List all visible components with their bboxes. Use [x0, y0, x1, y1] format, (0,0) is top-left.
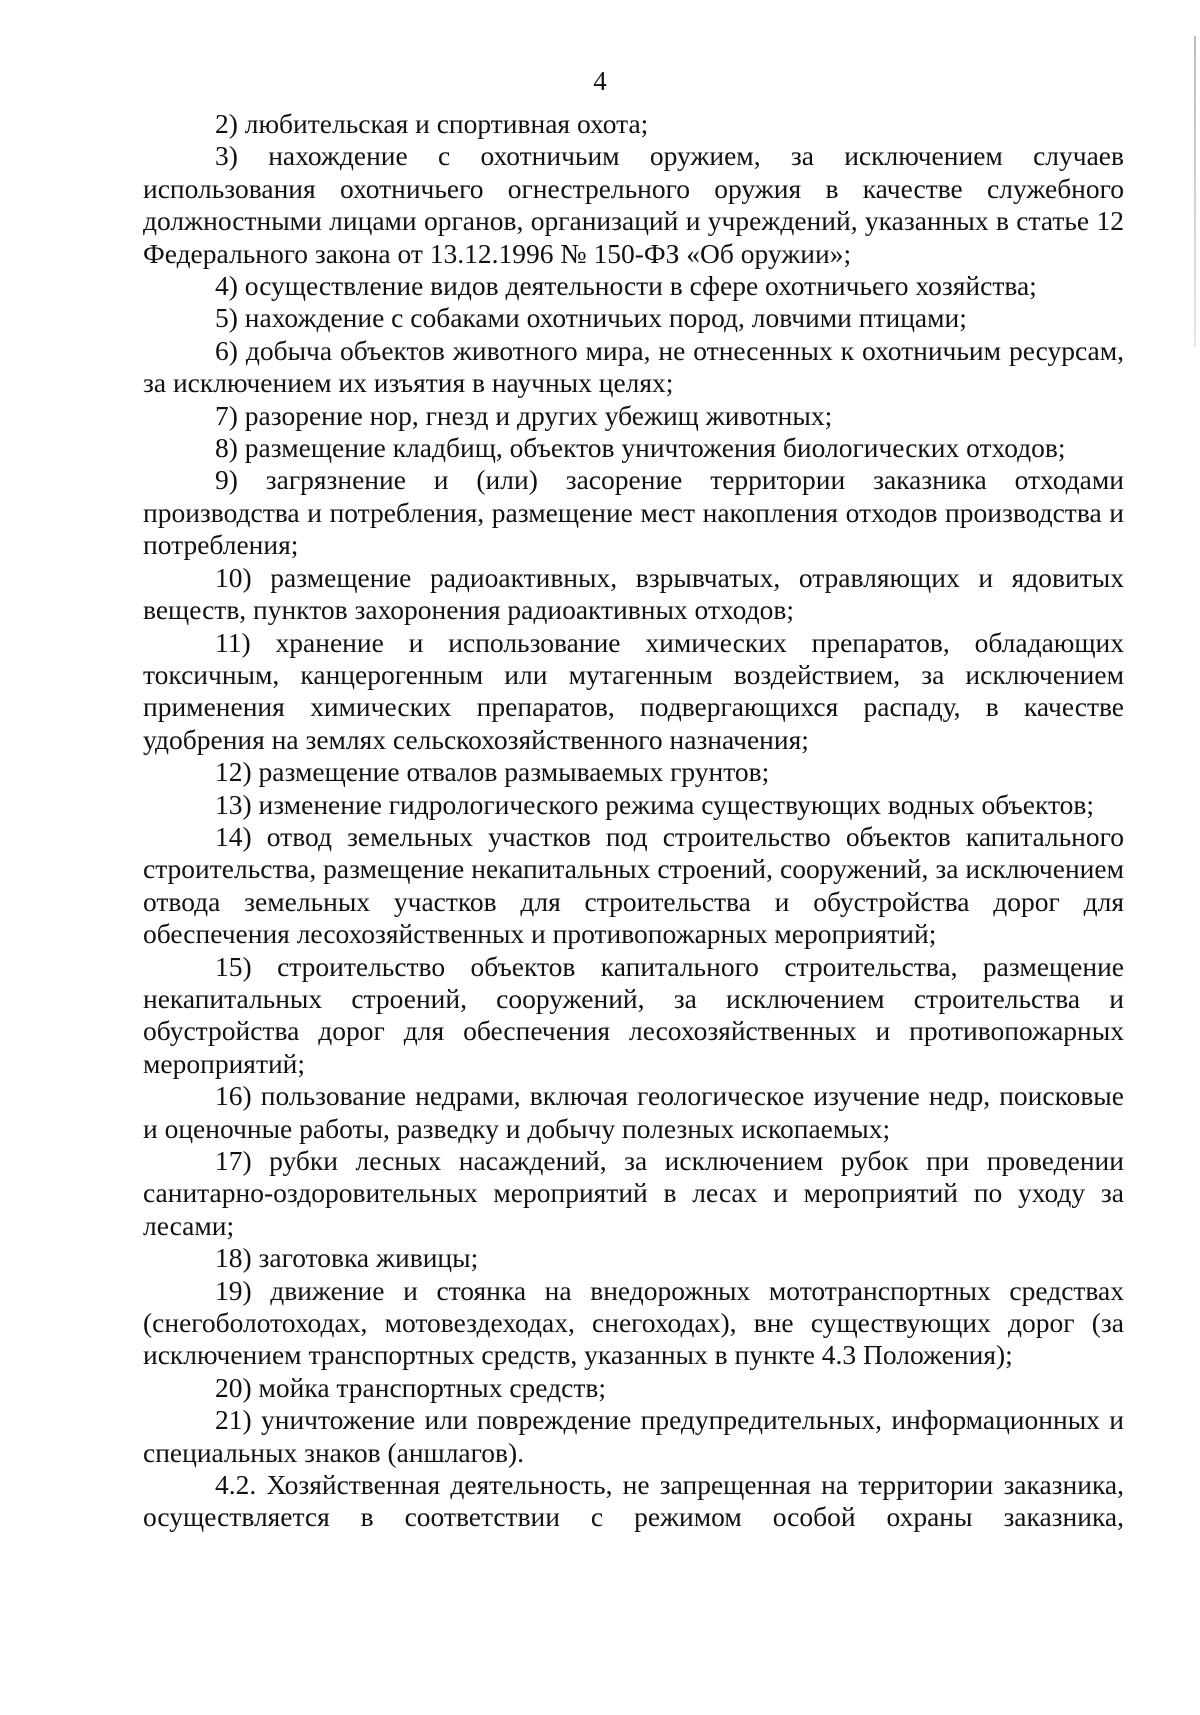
list-item: 17) рубки лесных насаждений, за исключением рубок при проведении санитарно-оздоровительных мероприятий в лесах и мероприятий по уходу за лесами;: [143, 1145, 1124, 1241]
list-item: 8) размещение кладбищ, объектов уничтожения биологических отходов;: [215, 432, 1066, 464]
page-number: 4: [593, 66, 607, 96]
list-item: 12) размещение отвалов размываемых грунтов;: [215, 756, 770, 788]
list-item: 9) загрязнение и (или) засорение территории заказника отходами производства и потребления, размещение мест накопления отходов производства и потребления;: [143, 464, 1124, 561]
list-item: 18) заготовка живицы;: [215, 1242, 479, 1274]
list-item: 14) отвод земельных участков под строительство объектов капитального строительства, размещение некапитальных строений, сооружений, за исключением отвода земельных участков для строительства и обустройства дорог для обеспечения лесохозяйственных и противопожарных мероприятий;: [143, 820, 1124, 950]
list-item: 21) уничтожение или повреждение предупредительных, информационных и специальных знаков (аншлагов).: [143, 1404, 1124, 1468]
list-item: 5) нахождение с собаками охотничьих пород, ловчими птицами;: [215, 302, 967, 334]
list-item: 16) пользование недрами, включая геологическое изучение недр, поисковые и оценочные работы, разведку и добычу полезных ископаемых;: [143, 1080, 1124, 1144]
document-body: [143, 108, 1124, 1534]
list-item: 11) хранение и использование химических препаратов, обладающих токсичным, канцерогенным или мутагенным воздействием, за исключением применения химических препаратов, подвергающихся распаду, в качестве удобрения на землях сельскохозяйственного назначения;: [143, 626, 1124, 755]
list-item: 7) разорение нор, гнезд и других убежищ животных;: [215, 399, 833, 431]
list-item: 2) любительская и спортивная охота;: [215, 108, 649, 139]
section-paragraph: 4.2. Хозяйственная деятельность, не запрещенная на территории заказника, осуществляется в соответствии с режимом особой охраны заказника,: [143, 1469, 1124, 1533]
list-item: 4) осуществление видов деятельности в сфере охотничьего хозяйства;: [215, 270, 1037, 302]
list-item: 19) движение и стоянка на внедорожных мототранспортных средствах (снегоболотоходах, мотовездеходах, снегоходах), вне существующих дорог (за исключением транспортных средств, указанных в пункте 4.3 Положения);: [143, 1274, 1124, 1371]
list-item: 10) размещение радиоактивных, взрывчатых, отравляющих и ядовитых веществ, пунктов захоронения радиоактивных отходов;: [143, 561, 1124, 626]
list-item: 20) мойка транспортных средств;: [215, 1371, 606, 1403]
list-item: 3) нахождение с охотничьим оружием, за исключением случаев использования охотничьего огнестрельного оружия в качестве служебного должностными лицами органов, организаций и учреждений, указанных в статье 12 Федерального закона от 13.12.1996 № 150-ФЗ «Об оружии»;: [143, 140, 1124, 269]
list-item: 6) добыча объектов животного мира, не отнесенных к охотничьим ресурсам, за исключением их изъятия в научных целях;: [143, 334, 1124, 399]
list-item: 13) изменение гидрологического режима существующих водных объектов;: [215, 788, 1095, 820]
list-item: 15) строительство объектов капитального строительства, размещение некапитальных строений, сооружений, за исключением строительства и обустройства дорог для обеспечения лесохозяйственных и противопожарных мероприятий;: [143, 950, 1124, 1079]
